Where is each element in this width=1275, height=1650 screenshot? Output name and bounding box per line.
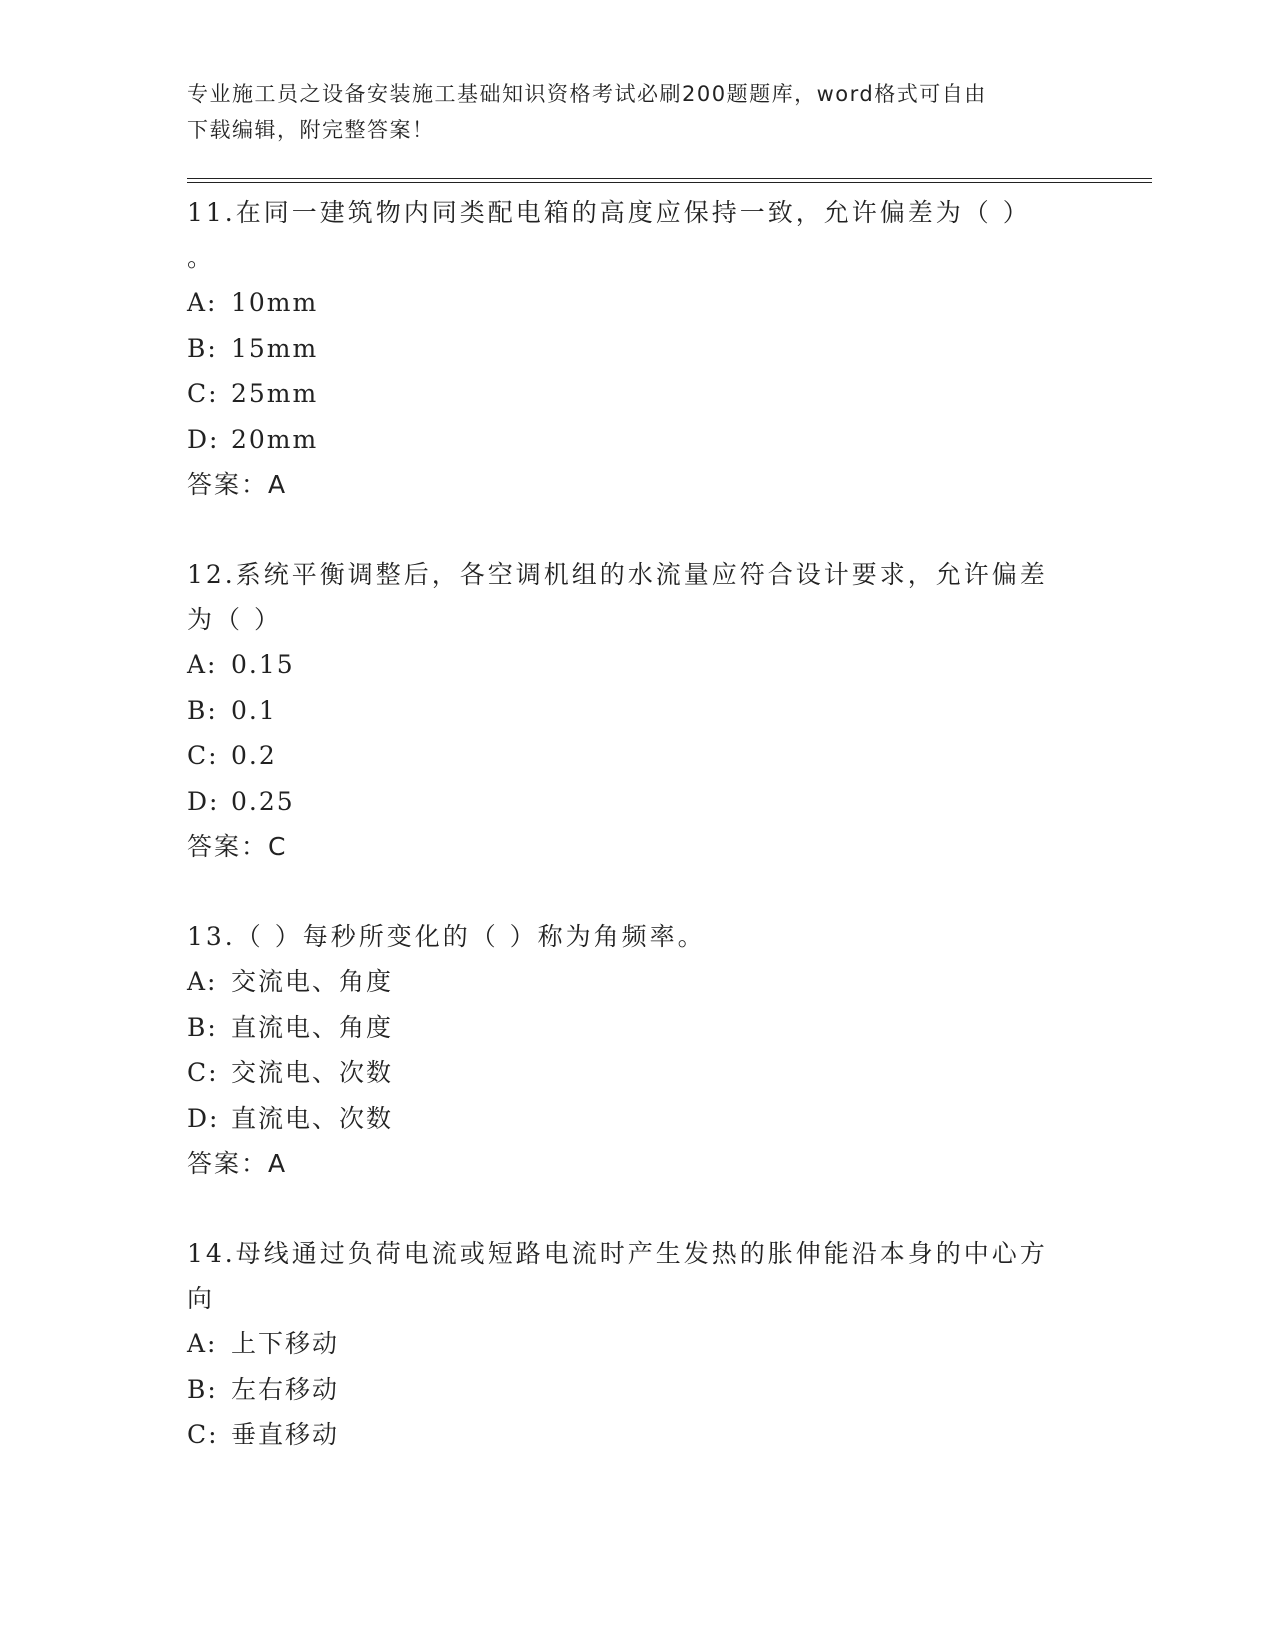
- spacer: [187, 869, 1087, 914]
- option-letter: C:: [187, 1058, 219, 1087]
- question-stem: 13.（ ）每秒所变化的（ ）称为角频率。: [187, 922, 706, 951]
- option-letter: A:: [187, 288, 218, 317]
- option-text: 垂直移动: [231, 1420, 340, 1449]
- option-c: [187, 1050, 1087, 1096]
- header-line-1: 专业施工员之设备安装施工基础知识资格考试必刷200题题库，word格式可自由: [187, 82, 987, 106]
- option-text: 0.1: [231, 695, 277, 725]
- option-text: 直流电、次数: [231, 1103, 394, 1133]
- option-b: [187, 1005, 1087, 1051]
- option-letter: B:: [187, 333, 218, 363]
- option-letter: A:: [187, 650, 218, 679]
- option-text: 10mm: [231, 288, 319, 317]
- option-text: 交流电、次数: [231, 1058, 394, 1087]
- answer-line: 答案：C: [187, 832, 288, 861]
- document-header: [187, 76, 1087, 148]
- option-c: [187, 371, 1087, 417]
- option-letter: D:: [187, 1103, 220, 1133]
- option-letter: D:: [187, 786, 220, 816]
- header-line-2: 下载编辑，附完整答案！: [187, 118, 435, 142]
- option-b: [187, 326, 1087, 372]
- option-letter: B:: [187, 1012, 218, 1042]
- option-letter: B:: [187, 1374, 218, 1404]
- option-letter: A:: [187, 967, 218, 996]
- option-letter: C:: [187, 741, 219, 770]
- question-stem-continued: 。: [187, 243, 216, 272]
- question-13: [187, 914, 1087, 1186]
- spacer: [187, 507, 1087, 552]
- option-letter: B:: [187, 695, 218, 725]
- question-list: [187, 190, 1087, 1458]
- option-text: 左右移动: [231, 1374, 340, 1404]
- option-c: [187, 733, 1087, 779]
- option-letter: A:: [187, 1329, 218, 1358]
- question-12: [187, 552, 1087, 869]
- question-stem: 14.母线通过负荷电流或短路电流时产生发热的胀伸能沿本身的中心方: [187, 1239, 1048, 1268]
- question-11: [187, 190, 1087, 507]
- question-stem-continued: 向: [187, 1284, 216, 1313]
- option-text: 上下移动: [231, 1329, 340, 1358]
- option-text: 0.15: [231, 650, 295, 679]
- header-rule-bottom: [187, 182, 1152, 183]
- option-a: [187, 959, 1087, 1005]
- option-text: 0.25: [231, 786, 295, 816]
- option-letter: C:: [187, 1420, 219, 1449]
- option-letter: C:: [187, 379, 219, 408]
- option-d: [187, 779, 1087, 825]
- answer-line: 答案：A: [187, 470, 288, 499]
- option-letter: D:: [187, 424, 220, 454]
- option-d: [187, 417, 1087, 463]
- option-d: [187, 1096, 1087, 1142]
- option-a: [187, 1321, 1087, 1367]
- option-b: [187, 1367, 1087, 1413]
- option-text: 15mm: [231, 333, 319, 363]
- option-text: 20mm: [231, 424, 319, 454]
- question-14: [187, 1231, 1087, 1458]
- question-stem-continued: 为（ ）: [187, 605, 282, 634]
- option-a: [187, 642, 1087, 688]
- spacer: [187, 1186, 1087, 1231]
- header-rule-top: [187, 178, 1152, 179]
- option-text: 25mm: [231, 379, 319, 408]
- option-text: 直流电、角度: [231, 1012, 394, 1042]
- option-text: 0.2: [231, 741, 277, 770]
- answer-line: 答案：A: [187, 1149, 288, 1178]
- option-b: [187, 688, 1087, 734]
- option-a: [187, 280, 1087, 326]
- question-stem: 12.系统平衡调整后，各空调机组的水流量应符合设计要求，允许偏差: [187, 560, 1048, 589]
- option-c: [187, 1412, 1087, 1458]
- question-stem: 11.在同一建筑物内同类配电箱的高度应保持一致，允许偏差为（ ）: [187, 198, 1031, 227]
- option-text: 交流电、角度: [231, 967, 394, 996]
